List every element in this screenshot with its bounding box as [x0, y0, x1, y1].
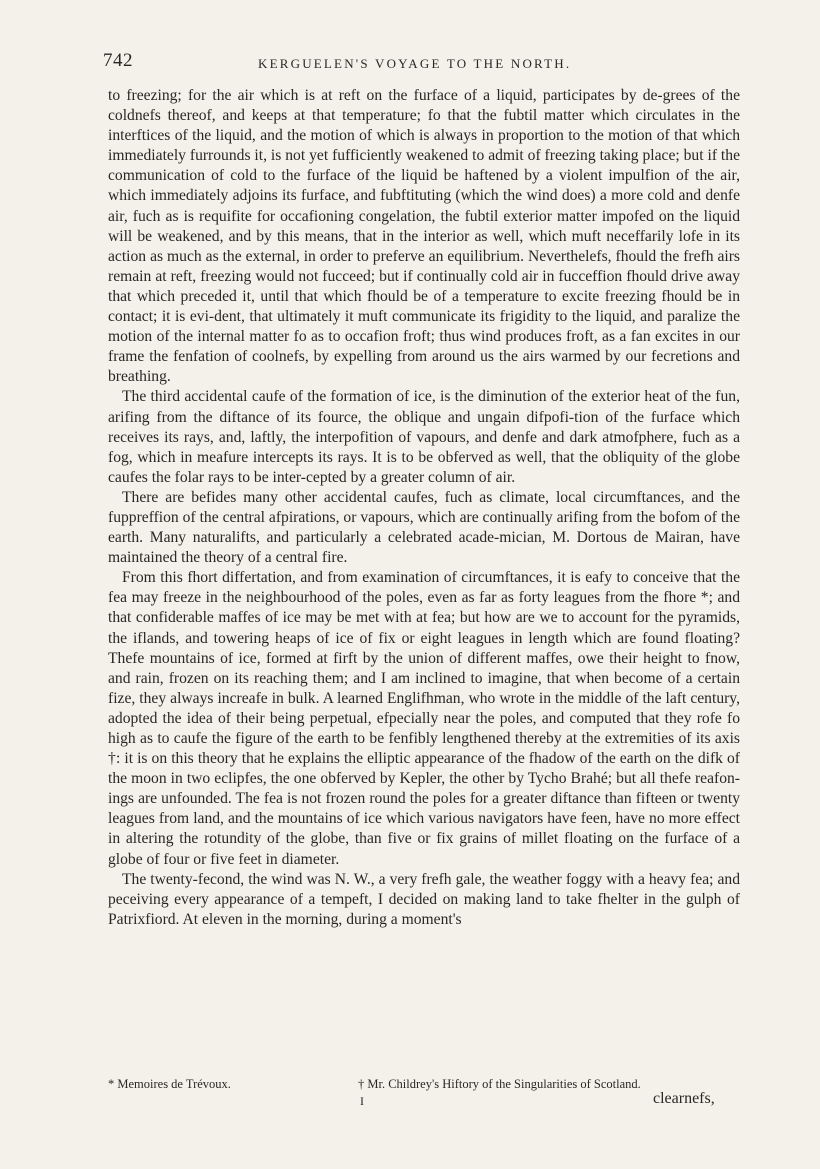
paragraph: There are befides many other accidental caufes, fuch as climate, local circumftances, and the fuppreffion of the central afpirations, or vapours, which are continually arifing from the bofom of the earth. Many naturalifts, and particularly a celebrated acade-mician, M. Dortous de Mairan, have maintained the theory of a central fire. [108, 488, 740, 567]
paragraph: From this fhort differtation, and from examination of circumftances, it is eafy to conceive that the fea may freeze in the neighbourhood of the poles, even as far as forty leagues from the fhore *; and that confiderable maffes of ice may be met with at fea; but how are we to account for the pyramids, the iflands, and towering heaps of ice of fix or eight leagues in length which are found floating? Thefe mountains of ice, formed at firft by the union of different maffes, owe their height to fnow, and rain, frozen on its reaching them; and I am inclined to imagine, that when become of a certain fize, they always increafe in bulk. A learned Englifhman, who wrote in the middle of the laft century, adopted the idea of their being perpetual, efpecially near the poles, and computed that they rofe fo high as to caufe the figure of the earth to be fenfibly lengthened thereby at the extremities of its axis †: it is on this theory that he explains the elliptic appearance of the fhadow of the earth on the difk of the moon in two eclipfes, the one obferved by Kepler, the other by Tycho Brahé; but all thefe reafon-ings are unfounded. The fea is not frozen round the poles for a greater diftance than fifteen or twenty leagues from land, and the mountains of ice which various navigators have feen, have no more effect in altering the rotundity of the globe, than five or fix grains of millet floating on the furface of a globe of four or five feet in diameter. [108, 569, 740, 868]
footnote-star: * Memoires de Trévoux. [108, 1077, 231, 1091]
body-text [108, 86, 740, 930]
paragraph: The twenty-fecond, the wind was N. W., a very frefh gale, the weather foggy with a heavy fea; and peceiving every appearance of a tempeft, I decided on making land to take fhelter in the gulph of Patrixfiord. At eleven in the morning, during a moment's [108, 870, 740, 928]
paragraph: The third accidental caufe of the formation of ice, is the diminution of the exterior heat of the fun, arifing from the diftance of its fource, the oblique and ungain difpofi-tion of the furface which receives its rays, and, laftly, the interpofition of vapours, and denfe and dark atmofphere, fuch as a fog, which in meafure intercepts its rays. It is to be obferved as well, that the obliquity of the globe caufes the folar rays to be inter-cepted by a greater column of air. [108, 388, 740, 486]
paragraph: to freezing; for the air which is at reft on the furface of a liquid, participates by de-grees of the coldnefs thereof, and keeps at that temperature; fo that the fubtil matter which circulates in the interftices of the liquid, and the motion of which is always in proportion to the motion of that which immediately furrounds it, is not yet fufficiently weakened to admit of freezing taking place; but if the communication of cold to the furface of the liquid be haftened by a violent impulfion of the air, which immediately adjoins its furface, and fubftituting (which the wind does) a more cold and denfe air, fuch as is requifite for occafioning congelation, the fubtil exterior matter impofed on the liquid will be weakened, and by this means, that in the interior as well, which muft neceffarily lofe in its action as much as the external, in order to preferve an equilibrium. Neverthelefs, fhould the frefh airs remain at reft, freezing would not fucceed; but if continually cold air in fucceffion fhould drive away that which preceded it, until that which fhould be of a temperature to excite freezing fhould be in contact; it is evi-dent, that ultimately it muft communicate its frigidity to the liquid, and paralize the motion of the internal matter fo as to occafion froft; thus wind produces froft, as a fan excites in our frame the fenfation of coolnefs, by expelling from around us the airs warmed by our fecretions and breathing. [108, 87, 740, 386]
footnote-dagger: † Mr. Childrey's Hiftory of the Singularities of Scotland. [358, 1077, 641, 1091]
page-number: 742 [103, 50, 133, 71]
signature-mark: I [360, 1094, 364, 1108]
running-head: KERGUELEN'S VOYAGE TO THE NORTH. [258, 56, 572, 71]
catchword: clearnefs, [653, 1090, 715, 1107]
